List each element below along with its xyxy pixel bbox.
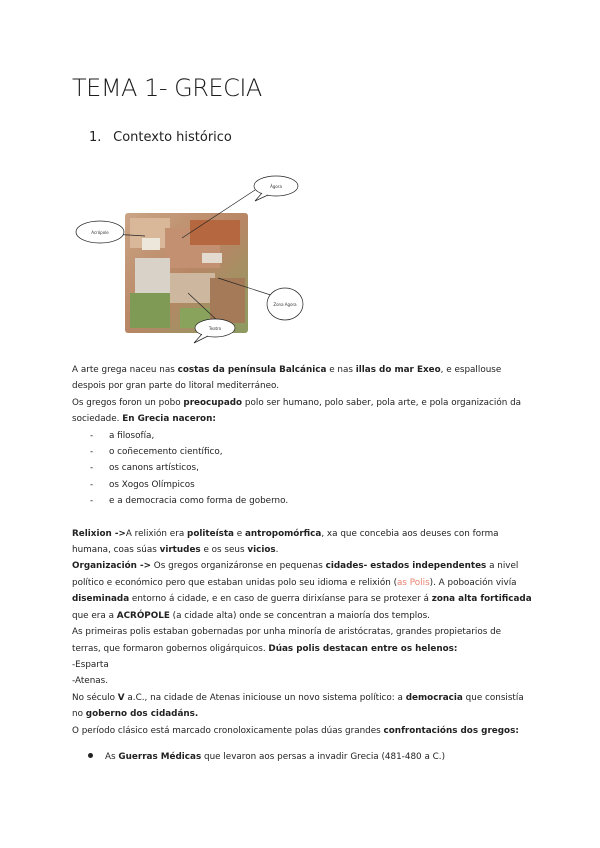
- callout-label: Ágora: [270, 184, 282, 189]
- list-item: - os Xogos Olímpicos: [72, 477, 532, 493]
- polis-link[interactable]: as Polis: [397, 577, 430, 588]
- bullet-dot-icon: [88, 753, 93, 758]
- bullet-item: As Guerras Médicas que levaron aos persas a invadir Grecia (481-480 a C.): [88, 752, 445, 762]
- callout-bubble: [267, 288, 303, 320]
- callout-label: Teatro: [208, 326, 222, 331]
- body-text: [72, 362, 532, 739]
- paragraph-democracy: No século V a.C., na cidade de Atenas iniciouse un novo sistema político: a democracia que consistía no goberno dos cidadáns.: [72, 692, 524, 720]
- paragraph-classic-period: O período clásico está marcado cronoloxicamente polas dúas grandes confrontacións dos gregos:: [72, 725, 519, 736]
- acropolis-illustration: [70, 168, 310, 348]
- list-item: - e a democracia como forma de goberno.: [72, 493, 532, 509]
- achievements-list: [72, 428, 532, 510]
- paragraph-greeks: Os gregos foron un pobo preocupado polo ser humano, polo saber, pola arte, e pola organización da sociedade. En Grecia naceron:: [72, 397, 522, 425]
- section-heading: [89, 130, 232, 145]
- list-item: - os canons artísticos,: [72, 460, 532, 476]
- callout-label: Zona Agora: [273, 302, 297, 307]
- paragraph-atenas: -Atenas.: [72, 676, 109, 687]
- list-item: - o coñecemento científico,: [72, 444, 532, 460]
- paragraph-esparta: -Esparta: [72, 659, 109, 670]
- city-aerial-image: [125, 213, 248, 333]
- paragraph-religion: Relixion ->A relixión era politeísta e antropomórfica, xa que concebia aos deuses con forma humana, coas súas virtudes e os seus vicios.: [72, 528, 499, 556]
- callout-bubble: [76, 221, 124, 243]
- paragraph-polis: As primeiras polis estaban gobernadas por unha minoría de aristócratas, grandes propietarios de terras, que formaron gobernos oligárquicos. Dúas polis destacan entre os helenos:: [72, 627, 502, 654]
- page-title: TEMA 1- GRECIA: [72, 74, 262, 102]
- callout-label: Acrópole: [91, 230, 109, 235]
- callout-bubble: [194, 319, 235, 343]
- list-item: - a filosofía,: [72, 428, 532, 444]
- section-label: Contexto histórico: [113, 130, 232, 145]
- section-number: 1.: [89, 130, 102, 145]
- callout-bubble: [254, 176, 298, 201]
- paragraph-origin: A arte grega naceu nas costas da península Balcánica e nas illas do mar Exeo, e espallouse despois por gran parte do litoral mediterráneo.: [72, 365, 502, 392]
- paragraph-organization: Organización -> Os gregos organizáronse en pequenas cidades- estados independentes a nivel político e económico pero que estaban unidas polo seu idioma e relixión (as Polis). A poboación vivía diseminada entorno á cidade, e en caso de guerra dirixíanse para se protexer á zona alta fortificada que era a ACRÓPOLE (a cidade alta) onde se concentran a maioría dos templos.: [72, 561, 532, 621]
